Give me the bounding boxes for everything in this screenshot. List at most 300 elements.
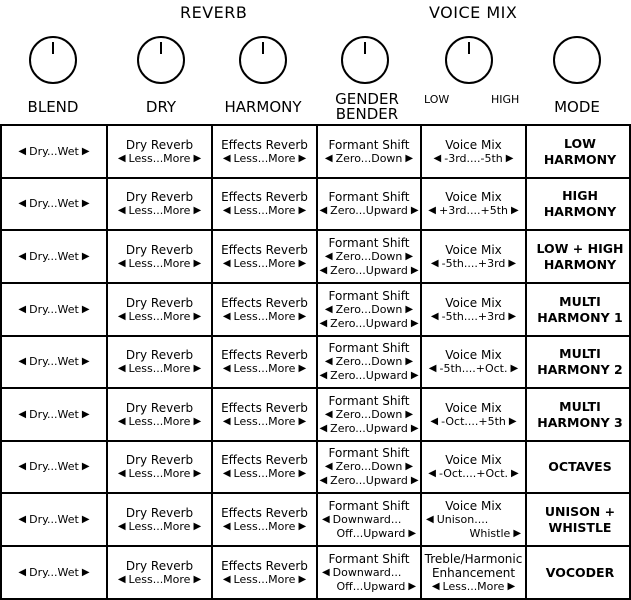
left-arrow-icon: ◀ (117, 415, 126, 427)
blend-range-text: Dry...Wet (29, 197, 79, 210)
formant-shift-range (319, 369, 418, 383)
formant-shift-cell (318, 547, 422, 599)
effects-reverb-title: Effects Reverb (221, 505, 308, 520)
dry-reverb-title: Dry Reverb (125, 400, 194, 415)
formant-shift-range-end (322, 527, 416, 541)
voice-mix-range-end (426, 527, 521, 541)
right-arrow-icon: ▶ (81, 461, 90, 472)
right-arrow-icon: ▶ (408, 581, 417, 592)
formant-shift-cell (318, 337, 422, 389)
dry-reverb-range-text: Less...More (128, 573, 191, 586)
right-arrow-icon: ▶ (505, 152, 514, 164)
left-arrow-icon: ◀ (321, 513, 330, 525)
mode-name: HIGH (562, 188, 598, 203)
voice-mix-title: Voice Mix (445, 295, 502, 310)
formant-shift-range (325, 152, 413, 166)
effects-reverb-range (223, 310, 306, 324)
effects-reverb-title: Effects Reverb (221, 348, 308, 362)
voice-mix-range-end-text: Whistle (469, 526, 511, 540)
left-arrow-icon: ◀ (18, 408, 27, 420)
formant-shift-cell (318, 389, 422, 442)
blend-knob[interactable] (29, 36, 77, 84)
voice-mix-title: Voice Mix (445, 453, 502, 467)
left-arrow-icon: ◀ (222, 415, 231, 427)
effects-reverb-range (223, 204, 306, 218)
mode-cell (527, 179, 631, 231)
blend-cell (2, 389, 108, 442)
dry-reverb-range-text: Less...More (128, 151, 191, 165)
dry-reverb-range-text: Less...More (128, 256, 191, 270)
formant-shift-range-text: Zero...Down (335, 302, 403, 316)
voice-mix-range-text: -Oct....+Oct. (438, 467, 508, 480)
dry-reverb-cell (108, 337, 213, 389)
right-arrow-icon: ▶ (511, 468, 519, 479)
formant-shift-cell (318, 442, 422, 494)
dry-reverb-title: Dry Reverb (125, 348, 194, 362)
right-arrow-icon: ▶ (508, 310, 517, 322)
blend-range-text: Dry...Wet (29, 302, 79, 316)
formant-shift-range (322, 566, 416, 594)
left-arrow-icon: ◀ (117, 152, 126, 164)
left-arrow-icon: ◀ (428, 468, 436, 479)
left-arrow-icon: ◀ (428, 205, 436, 216)
mode-name: MULTI (559, 346, 601, 361)
blend-cell (2, 337, 108, 389)
formant-shift-range (325, 355, 413, 369)
blend-knob-label: BLEND (27, 98, 79, 116)
right-arrow-icon: ▶ (298, 310, 307, 322)
formant-shift-range-text: Zero...Upward (330, 474, 408, 487)
voice-mix-range-text: +3rd....+5th (438, 204, 508, 217)
mode-name: MULTI (559, 398, 601, 414)
dry-reverb-range (118, 257, 201, 271)
right-arrow-icon: ▶ (193, 468, 202, 479)
blend-cell (2, 494, 108, 547)
right-arrow-icon: ▶ (193, 520, 202, 532)
effects-reverb-title: Effects Reverb (221, 559, 308, 573)
dry-reverb-title: Dry Reverb (125, 137, 194, 152)
dry-reverb-range (118, 152, 201, 166)
formant-shift-title: Formant Shift (328, 446, 410, 460)
right-arrow-icon: ▶ (81, 250, 90, 262)
effects-reverb-range (223, 573, 306, 587)
dry-reverb-range (118, 573, 201, 587)
formant-shift-range (322, 513, 416, 541)
dry-reverb-range (118, 204, 201, 218)
right-arrow-icon: ▶ (298, 520, 307, 532)
effects-reverb-title: Effects Reverb (221, 137, 308, 152)
left-arrow-icon: ◀ (117, 363, 126, 374)
effects-reverb-title: Effects Reverb (221, 242, 308, 257)
formant-shift-range-text: Zero...Upward (330, 316, 408, 330)
dry-reverb-cell (108, 284, 213, 337)
left-arrow-icon: ◀ (18, 513, 27, 525)
effects-reverb-range-text: Less...More (233, 414, 296, 428)
left-arrow-icon: ◀ (18, 145, 27, 157)
blend-range (18, 197, 89, 211)
right-arrow-icon: ▶ (298, 363, 307, 374)
right-arrow-icon: ▶ (508, 415, 517, 427)
right-arrow-icon: ▶ (193, 574, 202, 585)
mode-cell (527, 547, 631, 599)
dry-knob-label: DRY (145, 98, 177, 116)
left-arrow-icon: ◀ (222, 205, 231, 216)
voice-mix-group-label: VOICE MIX (429, 3, 518, 22)
mode-name: HARMONY 2 (537, 362, 623, 377)
right-arrow-icon: ▶ (408, 527, 417, 539)
right-arrow-icon: ▶ (298, 468, 307, 479)
left-arrow-icon: ◀ (222, 363, 231, 374)
formant-shift-title: Formant Shift (328, 137, 410, 152)
voice-mix-range (432, 580, 515, 594)
right-arrow-icon: ▶ (405, 152, 414, 164)
formant-shift-title: Formant Shift (328, 393, 410, 408)
right-arrow-icon: ▶ (193, 363, 202, 374)
formant-shift-range-text: Zero...Upward (330, 204, 408, 217)
dry-reverb-cell (108, 442, 213, 494)
voice-mix-low-label: LOW (424, 93, 450, 106)
voice-mix-title: Voice Mix (445, 348, 502, 362)
formant-shift-range (319, 317, 418, 331)
blend-range-text: Dry...Wet (29, 249, 79, 263)
right-arrow-icon: ▶ (81, 408, 90, 420)
dry-reverb-title: Dry Reverb (125, 559, 194, 573)
dry-reverb-range (118, 362, 201, 376)
mode-name: HARMONY (543, 151, 617, 167)
effects-reverb-range (223, 152, 306, 166)
left-arrow-icon: ◀ (321, 567, 330, 578)
left-arrow-icon: ◀ (430, 310, 439, 322)
formant-shift-range (325, 303, 413, 317)
right-arrow-icon: ▶ (298, 152, 307, 164)
left-arrow-icon: ◀ (117, 574, 126, 585)
mode-cell (527, 494, 631, 547)
formant-shift-range-end (322, 580, 416, 594)
dry-reverb-title: Dry Reverb (125, 295, 194, 310)
formant-shift-title: Formant Shift (328, 552, 410, 566)
effects-reverb-range-text: Less...More (233, 204, 296, 217)
effects-reverb-range-text: Less...More (233, 573, 296, 586)
formant-shift-range-text: Zero...Upward (330, 263, 408, 277)
formant-shift-range (325, 250, 413, 264)
formant-shift-title: Formant Shift (328, 190, 410, 204)
right-arrow-icon: ▶ (193, 310, 202, 322)
formant-shift-title: Formant Shift (328, 288, 410, 303)
effects-reverb-title: Effects Reverb (221, 190, 308, 204)
blend-range (18, 513, 89, 527)
dry-reverb-cell (108, 231, 213, 284)
mode-name: OCTAVES (548, 459, 612, 474)
formant-shift-range (325, 460, 413, 474)
formant-shift-range (319, 204, 418, 218)
mode-cell (527, 126, 631, 179)
dry-reverb-cell (108, 179, 213, 231)
mode-name: WHISTLE (548, 519, 612, 535)
effects-reverb-cell (213, 442, 318, 494)
effects-reverb-range (223, 362, 306, 376)
right-arrow-icon: ▶ (513, 527, 522, 539)
mode-name: HARMONY (543, 256, 617, 272)
effects-reverb-title: Effects Reverb (221, 295, 308, 310)
voice-mix-title: Voice Mix (445, 242, 502, 257)
right-arrow-icon: ▶ (410, 370, 419, 381)
left-arrow-icon: ◀ (431, 581, 440, 592)
blend-range-text: Dry...Wet (29, 566, 79, 579)
right-arrow-icon: ▶ (511, 205, 519, 216)
dry-reverb-range (118, 520, 201, 534)
right-arrow-icon: ▶ (405, 461, 414, 472)
formant-shift-title: Formant Shift (328, 341, 410, 355)
mode-knob-label: MODE (554, 98, 600, 116)
right-arrow-icon: ▶ (298, 574, 307, 585)
blend-range (18, 145, 89, 159)
left-arrow-icon: ◀ (319, 317, 328, 329)
effects-reverb-cell (213, 389, 318, 442)
voice-mix-range-text: -5th....+3rd (441, 256, 506, 270)
left-arrow-icon: ◀ (433, 152, 442, 164)
dry-reverb-range-text: Less...More (128, 204, 191, 217)
effects-reverb-cell (213, 337, 318, 389)
right-arrow-icon: ▶ (193, 257, 202, 269)
left-arrow-icon: ◀ (117, 468, 126, 479)
right-arrow-icon: ▶ (508, 257, 517, 269)
voice-mix-range-text: -5th....+3rd (441, 309, 506, 323)
left-arrow-icon: ◀ (18, 250, 27, 262)
voice-mix-title: Voice Mix (445, 498, 502, 513)
voice-mix-cell (422, 126, 527, 179)
mode-knob[interactable] (553, 36, 601, 84)
formant-shift-range-start-text: Downward... (332, 512, 402, 526)
right-arrow-icon: ▶ (410, 317, 419, 329)
left-arrow-icon: ◀ (18, 461, 27, 472)
right-arrow-icon: ▶ (81, 567, 90, 578)
left-arrow-icon: ◀ (222, 468, 231, 479)
dry-knob[interactable] (137, 36, 185, 84)
right-arrow-icon: ▶ (298, 205, 307, 216)
right-arrow-icon: ▶ (405, 356, 414, 367)
effects-reverb-cell (213, 284, 318, 337)
blend-range (18, 250, 89, 264)
left-arrow-icon: ◀ (430, 257, 439, 269)
left-arrow-icon: ◀ (117, 257, 126, 269)
formant-shift-range-start (322, 513, 416, 527)
dry-reverb-title: Dry Reverb (125, 453, 194, 467)
mode-settings-table (0, 124, 631, 600)
dry-reverb-cell (108, 494, 213, 547)
effects-reverb-range-text: Less...More (233, 151, 296, 165)
voice-mix-cell (422, 179, 527, 231)
left-arrow-icon: ◀ (430, 415, 439, 427)
formant-shift-range-text: Zero...Down (335, 407, 403, 421)
mode-name: HARMONY 3 (537, 414, 623, 430)
left-arrow-icon: ◀ (324, 250, 333, 262)
voice-mix-cell (422, 337, 527, 389)
left-arrow-icon: ◀ (222, 574, 231, 585)
right-arrow-icon: ▶ (81, 513, 90, 525)
formant-shift-cell (318, 494, 422, 547)
dry-reverb-range-text: Less...More (128, 519, 191, 533)
dry-reverb-cell (108, 126, 213, 179)
left-arrow-icon: ◀ (319, 422, 328, 434)
formant-shift-cell (318, 284, 422, 337)
voice-mix-cell (422, 231, 527, 284)
formant-shift-range-end-text: Off...Upward (336, 526, 406, 540)
dry-reverb-range (118, 415, 201, 429)
formant-shift-cell (318, 231, 422, 284)
voice-mix-cell (422, 284, 527, 337)
formant-shift-range-start-text: Downward... (332, 566, 402, 579)
voice-mix-cell (422, 494, 527, 547)
voice-mix-range (434, 152, 514, 166)
dry-reverb-cell (108, 547, 213, 599)
dry-reverb-range-text: Less...More (128, 467, 191, 480)
left-arrow-icon: ◀ (319, 264, 328, 276)
mode-cell (527, 337, 631, 389)
right-arrow-icon: ▶ (410, 422, 419, 434)
left-arrow-icon: ◀ (222, 257, 231, 269)
formant-shift-range (325, 408, 413, 422)
left-arrow-icon: ◀ (222, 310, 231, 322)
left-arrow-icon: ◀ (324, 356, 333, 367)
dry-reverb-title: Dry Reverb (125, 190, 194, 204)
effects-reverb-cell (213, 547, 318, 599)
dry-reverb-range (118, 310, 201, 324)
right-arrow-icon: ▶ (410, 475, 419, 486)
blend-cell (2, 126, 108, 179)
left-arrow-icon: ◀ (319, 475, 328, 486)
blend-range (18, 460, 89, 474)
left-arrow-icon: ◀ (117, 205, 126, 216)
voice-mix-range-text: -Oct....+5th (441, 414, 506, 428)
blend-range-text: Dry...Wet (29, 144, 79, 158)
voice-mix-range (431, 310, 516, 324)
left-arrow-icon: ◀ (222, 152, 231, 164)
gender-bender-knob-label-line1: GENDER (335, 90, 399, 108)
mode-name: VOCODER (545, 565, 615, 580)
voice-mix-title: Voice Mix (445, 137, 502, 152)
right-arrow-icon: ▶ (81, 145, 90, 157)
mode-cell (527, 389, 631, 442)
formant-shift-title: Formant Shift (328, 498, 410, 513)
dry-reverb-range-text: Less...More (128, 309, 191, 323)
control-header (0, 0, 631, 124)
mode-name: HARMONY (543, 204, 617, 219)
right-arrow-icon: ▶ (405, 303, 414, 315)
mode-name: UNISON + (544, 503, 616, 519)
blend-cell (2, 231, 108, 284)
voice-mix-range (428, 204, 518, 218)
effects-reverb-range (223, 520, 306, 534)
effects-reverb-range-text: Less...More (233, 309, 296, 323)
blend-range-text: Dry...Wet (29, 460, 79, 473)
formant-shift-cell (318, 179, 422, 231)
blend-cell (2, 442, 108, 494)
right-arrow-icon: ▶ (298, 415, 307, 427)
gender-bender-knob[interactable] (341, 36, 389, 84)
left-arrow-icon: ◀ (324, 152, 333, 164)
dry-reverb-cell (108, 389, 213, 442)
harmony-knob-label: HARMONY (224, 98, 302, 116)
voice-mix-high-label: HIGH (491, 93, 520, 106)
left-arrow-icon: ◀ (117, 310, 126, 322)
mode-name: LOW + HIGH (536, 240, 624, 256)
formant-shift-range (319, 422, 418, 436)
voice-mix-title: Enhancement (431, 566, 516, 580)
right-arrow-icon: ▶ (298, 257, 307, 269)
dry-reverb-range (118, 467, 201, 481)
effects-reverb-title: Effects Reverb (221, 400, 308, 415)
formant-shift-range (319, 264, 418, 278)
effects-reverb-range (223, 415, 306, 429)
effects-reverb-cell (213, 231, 318, 284)
left-arrow-icon: ◀ (18, 567, 27, 578)
formant-shift-cell (318, 126, 422, 179)
dry-reverb-title: Dry Reverb (125, 505, 194, 520)
effects-reverb-cell (213, 126, 318, 179)
left-arrow-icon: ◀ (18, 356, 27, 367)
right-arrow-icon: ▶ (405, 408, 414, 420)
blend-range-text: Dry...Wet (29, 512, 79, 526)
reverb-group-label: REVERB (180, 3, 248, 22)
left-arrow-icon: ◀ (425, 513, 434, 525)
harmony-knob[interactable] (239, 36, 287, 84)
formant-shift-range-text: Zero...Down (335, 460, 403, 473)
voice-mix-range-text: -5th....+Oct. (439, 362, 508, 375)
mode-name: HARMONY 1 (537, 309, 623, 325)
left-arrow-icon: ◀ (117, 520, 126, 532)
left-arrow-icon: ◀ (18, 198, 27, 209)
formant-shift-title: Formant Shift (328, 235, 410, 250)
right-arrow-icon: ▶ (193, 152, 202, 164)
effects-reverb-range (223, 467, 306, 481)
dry-reverb-range-text: Less...More (128, 362, 191, 375)
effects-reverb-range-text: Less...More (233, 519, 296, 533)
mode-name: LOW (564, 135, 596, 151)
formant-shift-range (319, 474, 418, 488)
voice-mix-range (429, 362, 518, 376)
effects-reverb-range-text: Less...More (233, 256, 296, 270)
left-arrow-icon: ◀ (324, 408, 333, 420)
right-arrow-icon: ▶ (81, 303, 90, 315)
right-arrow-icon: ▶ (81, 198, 90, 209)
voice-mix-title: Treble/Harmonic (424, 552, 523, 566)
gender-bender-knob-label-line2: BENDER (335, 105, 399, 123)
blend-range (18, 408, 89, 422)
dry-reverb-title: Dry Reverb (125, 242, 194, 257)
effects-reverb-range-text: Less...More (233, 362, 296, 375)
left-arrow-icon: ◀ (324, 303, 333, 315)
left-arrow-icon: ◀ (319, 205, 328, 216)
left-arrow-icon: ◀ (324, 461, 333, 472)
blend-range (18, 355, 89, 369)
formant-shift-range-start (322, 566, 416, 580)
right-arrow-icon: ▶ (405, 250, 414, 262)
blend-cell (2, 179, 108, 231)
effects-reverb-range-text: Less...More (233, 467, 296, 480)
right-arrow-icon: ▶ (410, 205, 419, 216)
voice-mix-cell (422, 547, 527, 599)
right-arrow-icon: ▶ (410, 264, 419, 276)
formant-shift-range-text: Zero...Upward (330, 369, 408, 382)
blend-range (18, 303, 89, 317)
left-arrow-icon: ◀ (428, 363, 437, 374)
right-arrow-icon: ▶ (81, 356, 90, 367)
voice-mix-knob[interactable] (445, 36, 493, 84)
blend-cell (2, 284, 108, 337)
right-arrow-icon: ▶ (507, 581, 516, 592)
right-arrow-icon: ▶ (510, 363, 519, 374)
voice-mix-range (426, 513, 521, 541)
